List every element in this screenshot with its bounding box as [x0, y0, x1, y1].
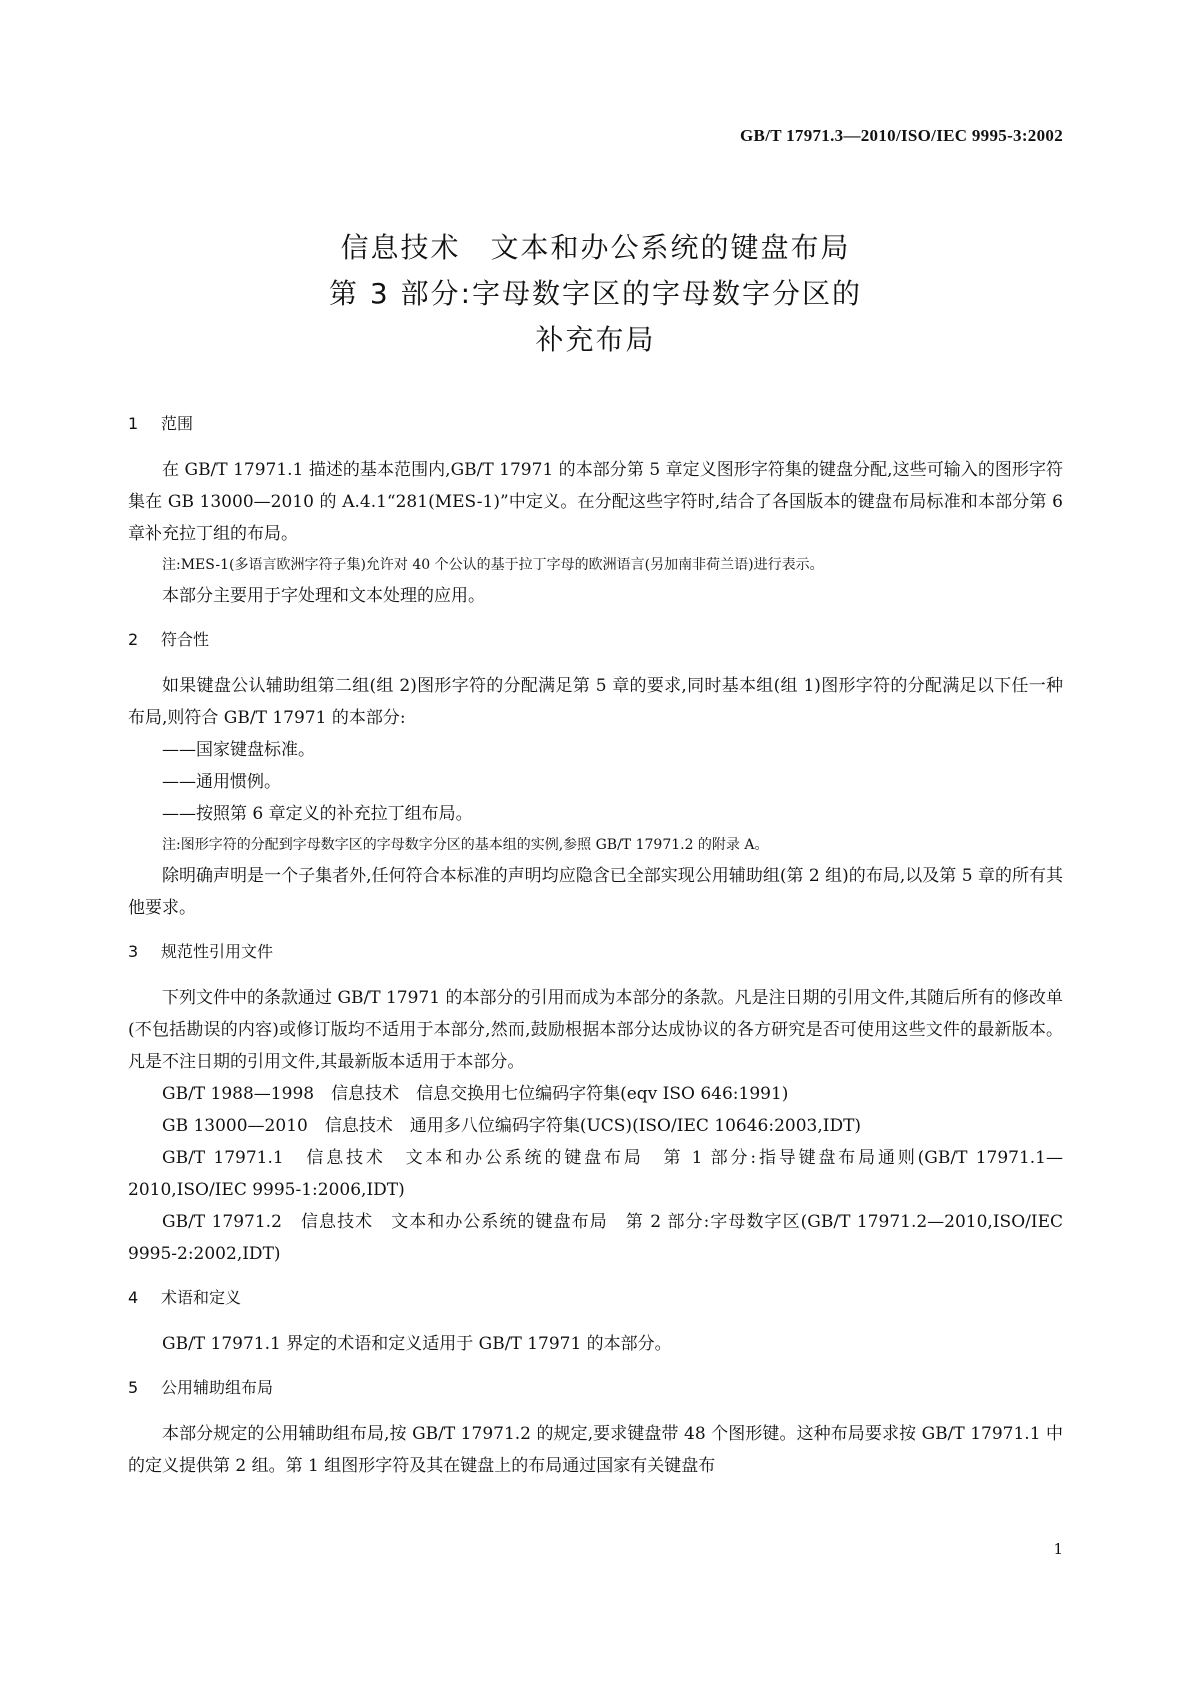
section-3-heading [128, 940, 1063, 964]
reference-item: GB/T 17971.2 信息技术 文本和办公系统的键盘布局 第 2 部分:字母数字区(GB/T 17971.2—2010,ISO/IEC 9995-2:2002,IDT) [128, 1212, 1063, 1264]
section-2-paragraph: 如果键盘公认辅助组第二组(组 2)图形字符的分配满足第 5 章的要求,同时基本组(组 1)图形字符的分配满足以下任一种布局,则符合 GB/T 17971 的本部分: [128, 676, 1063, 728]
section-number: 3 [128, 942, 139, 961]
reference-item: GB/T 1988—1998 信息技术 信息交换用七位编码字符集(eqv ISO 646:1991) [162, 1084, 789, 1104]
section-4-heading [128, 1286, 1063, 1310]
section-title: 术语和定义 [161, 1288, 242, 1307]
section-5-heading [128, 1376, 1063, 1400]
title-line-2: 第 3 部分:字母数字区的字母数字分区的 [328, 277, 863, 310]
reference-item: GB 13000—2010 信息技术 通用多八位编码字符集(UCS)(ISO/IEC 10646:2003,IDT) [162, 1116, 862, 1136]
section-number: 5 [128, 1378, 139, 1397]
section-1-heading [128, 412, 1063, 436]
list-item: ——国家键盘标准。 [162, 740, 315, 760]
section-4-paragraph: GB/T 17971.1 界定的术语和定义适用于 GB/T 17971 的本部分。 [162, 1334, 672, 1354]
section-number: 4 [128, 1288, 139, 1307]
section-2-note: 注:图形字符的分配到字母数字区的字母数字分区的基本组的实例,参照 GB/T 17971.2 的附录 A。 [162, 837, 769, 853]
section-title: 范围 [161, 414, 194, 433]
page-number: 1 [1053, 1540, 1063, 1558]
title-line-1: 信息技术 文本和办公系统的键盘布局 [340, 231, 851, 264]
standard-code-header: GB/T 17971.3—2010/ISO/IEC 9995-3:2002 [740, 126, 1063, 145]
section-title: 规范性引用文件 [161, 942, 274, 961]
section-2-paragraph-2: 除明确声明是一个子集者外,任何符合本标准的声明均应隐含已全部实现公用辅助组(第 2 组)的布局,以及第 5 章的所有其他要求。 [128, 866, 1063, 918]
section-1-paragraph: 在 GB/T 17971.1 描述的基本范围内,GB/T 17971 的本部分第 5 章定义图形字符集的键盘分配,这些可输入的图形字符集在 GB 13000—2010 的 A.4.1“281(MES-1)”中定义。在分配这些字符时,结合了各国版本的键盘布局标准和本部分第 6 章补充拉丁组的布局。 [128, 460, 1063, 544]
section-title: 符合性 [161, 630, 210, 649]
document-title [0, 225, 1191, 363]
section-5-paragraph: 本部分规定的公用辅助组布局,按 GB/T 17971.2 的规定,要求键盘带 48 个图形键。这种布局要求按 GB/T 17971.1 中的定义提供第 2 组。第 1 组图形字符及其在键盘上的布局通过国家有关键盘布 [128, 1424, 1063, 1476]
section-1-paragraph-2: 本部分主要用于字处理和文本处理的应用。 [162, 586, 485, 606]
title-line-3: 补充布局 [535, 323, 656, 356]
section-2-heading [128, 628, 1063, 652]
section-1-note: 注:MES-1(多语言欧洲字符子集)允许对 40 个公认的基于拉丁字母的欧洲语言(另加南非荷兰语)进行表示。 [162, 557, 824, 573]
section-title: 公用辅助组布局 [161, 1378, 274, 1397]
list-item: ——按照第 6 章定义的补充拉丁组布局。 [162, 804, 473, 824]
section-number: 2 [128, 630, 139, 649]
reference-item: GB/T 17971.1 信息技术 文本和办公系统的键盘布局 第 1 部分:指导键盘布局通则(GB/T 17971.1—2010,ISO/IEC 9995-1:2006,IDT) [128, 1148, 1063, 1200]
document-body [128, 412, 1063, 1482]
section-3-paragraph: 下列文件中的条款通过 GB/T 17971 的本部分的引用而成为本部分的条款。凡是注日期的引用文件,其随后所有的修改单(不包括勘误的内容)或修订版均不适用于本部分,然而,鼓励根据本部分达成协议的各方研究是否可使用这些文件的最新版本。凡是不注日期的引用文件,其最新版本适用于本部分。 [128, 988, 1063, 1072]
section-number: 1 [128, 414, 139, 433]
list-item: ——通用惯例。 [162, 772, 281, 792]
